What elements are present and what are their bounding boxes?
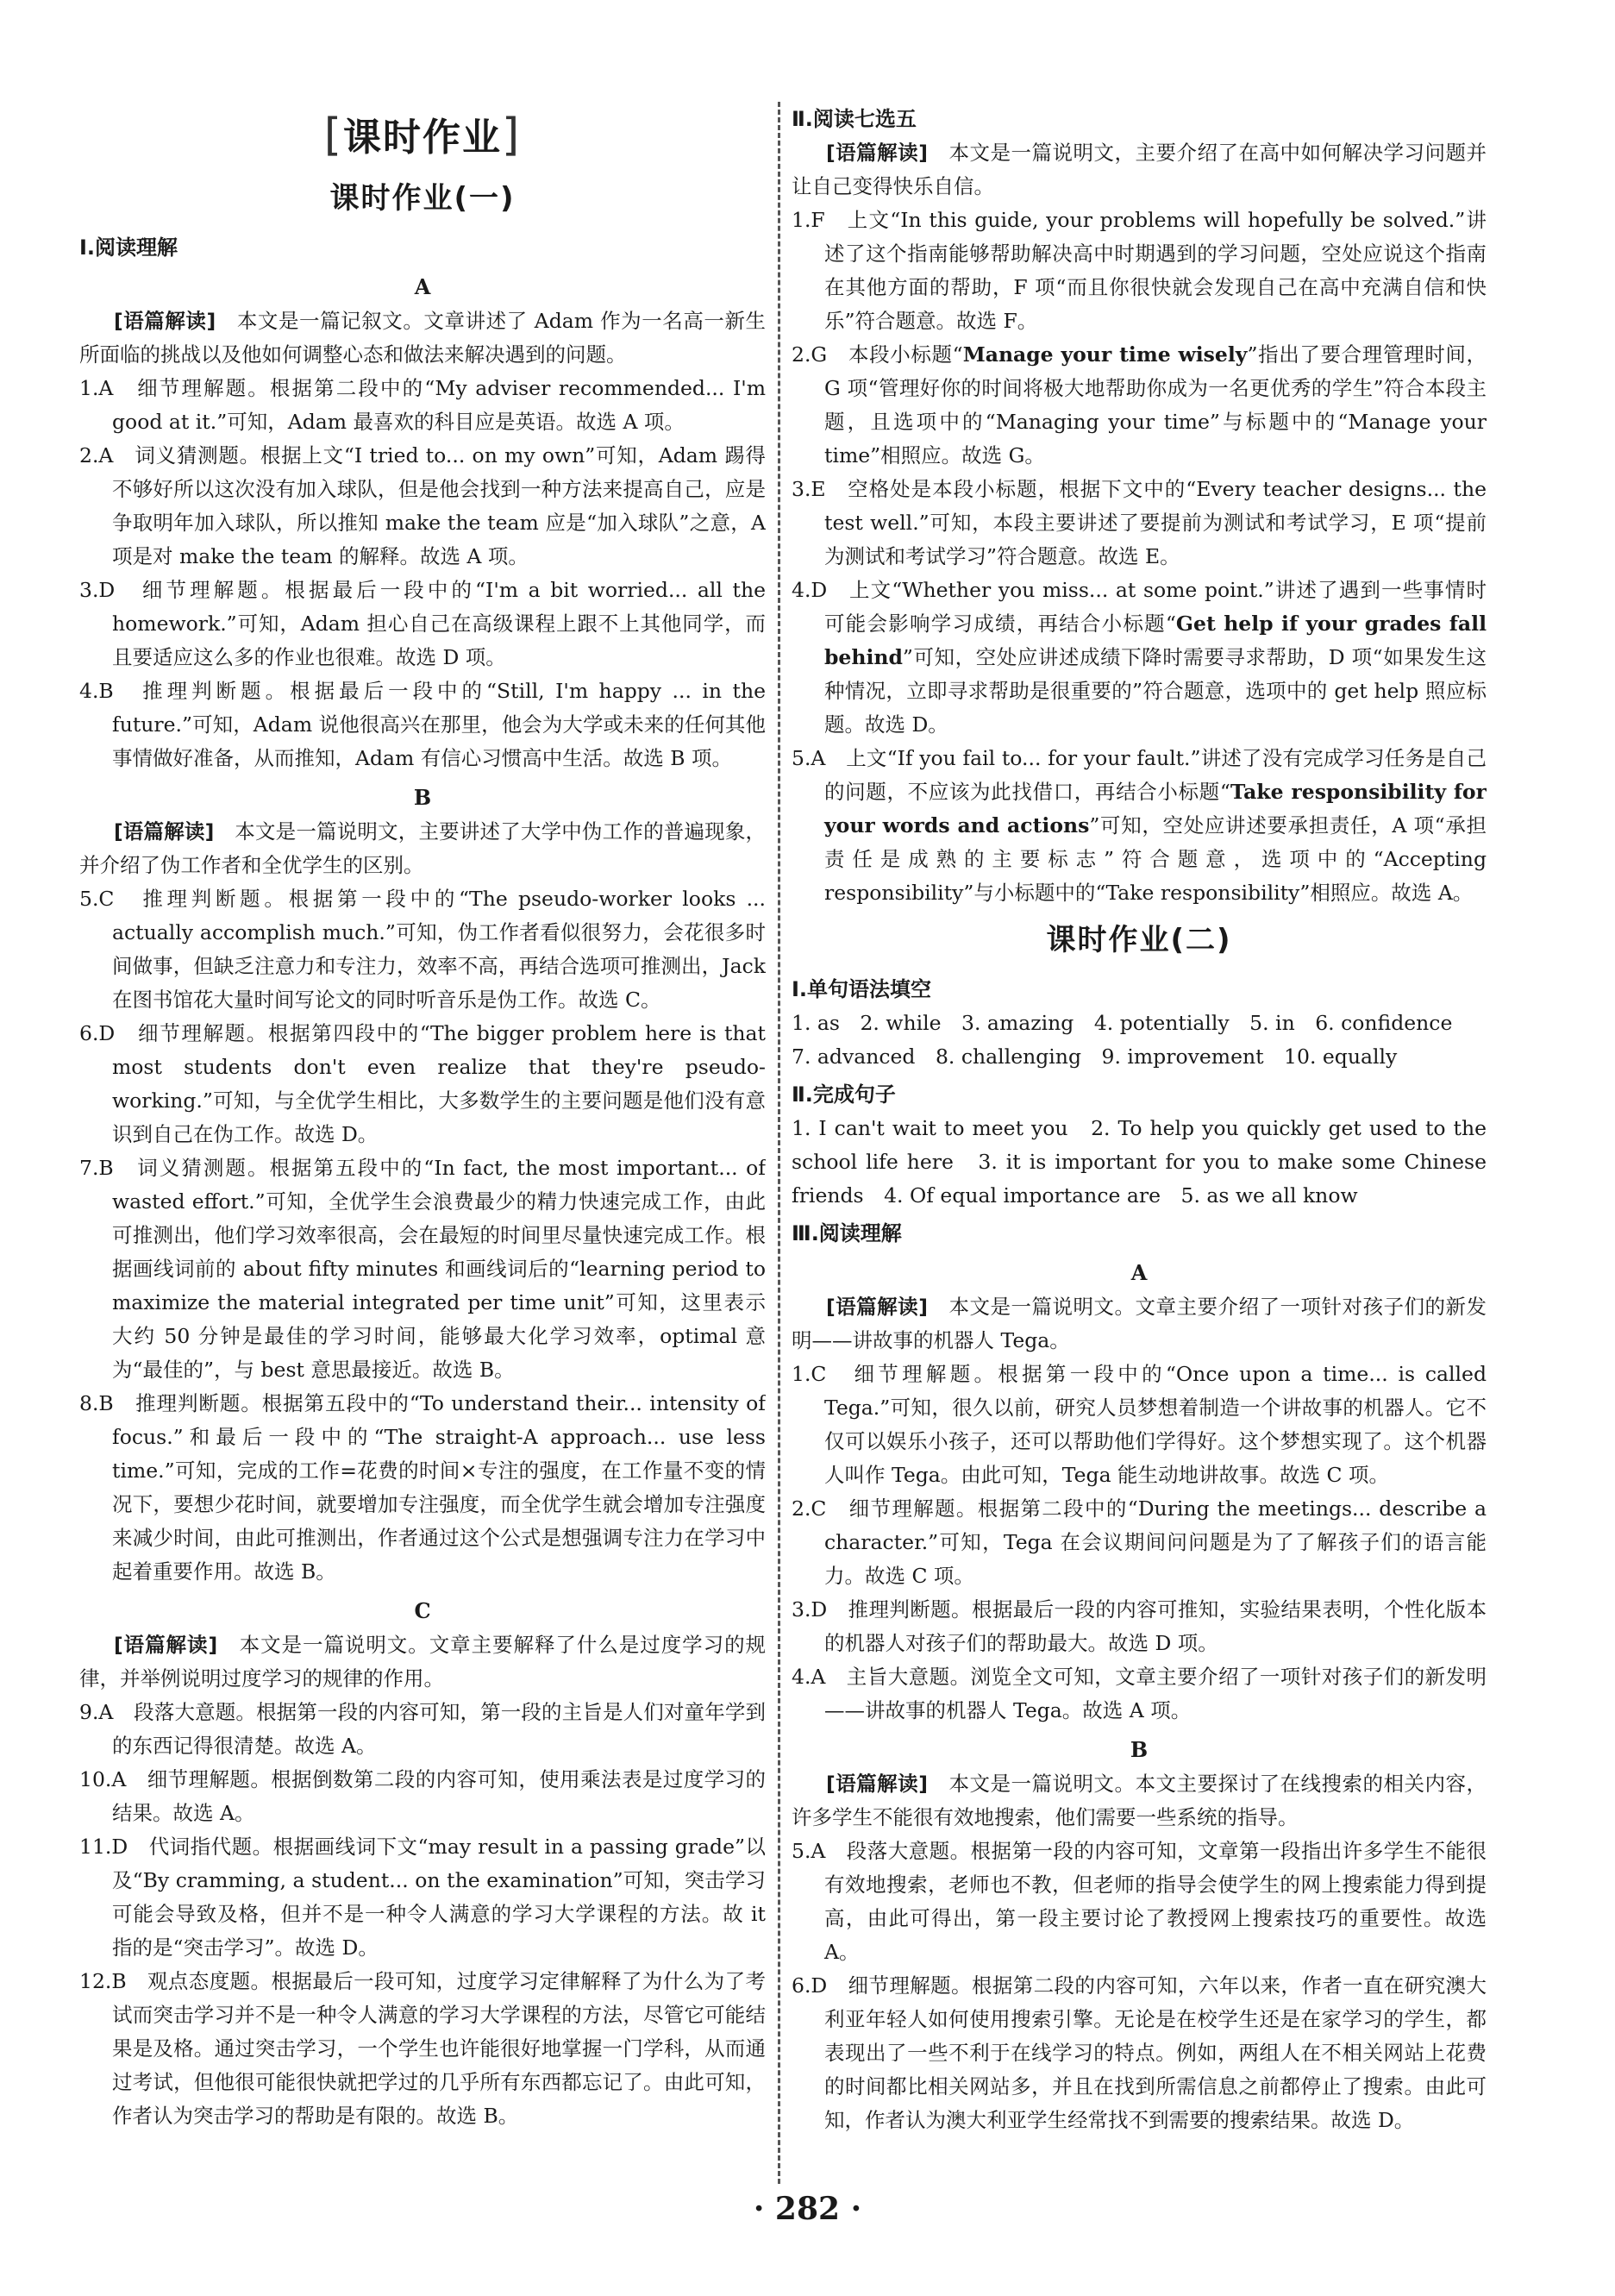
answer-item: 6.D 细节理解题。根据第二段的内容可知，六年以来，作者一直在研究澳大利亚年轻人如何使用搜索引擎。无论是在校学生还是在家学习的学生，都表现出了一些不利于在线学习的特点。例如，两组人在不相关网站上花费的时间都比相关网站多，并且在找到所需信息之前都停止了搜索。由此可知，作者认为澳大利亚学生经常找不到需要的搜索结果。故选 D。 [792, 1973, 1487, 2132]
answer-item: 4.B 推理判断题。根据最后一段中的“Still, I'm happy ... in the future.”可知，Adam 说他很高兴在那里，他会为大学或未来的任何其他事情做好准备，从而推知，Adam 有信心习惯高中生活。故选 B 项。 [79, 679, 766, 770]
right-column [792, 102, 1487, 2184]
answer-item: 1.F 上文“In this guide, your problems will hopefully be solved.”讲述了这个指南能够帮助解决高中时期遇到的学习问题，空处应说这个指南在其他方面的帮助，F 项“而且你很快就会发现自己在高中充满自信和快乐”符合题意。故选 F。 [792, 208, 1487, 333]
lesson2-passage-a-heading: A [1130, 1260, 1148, 1285]
lesson1-title: 课时作业(一) [329, 181, 516, 216]
lesson1-section-reading: Ⅰ.阅读理解 [79, 235, 178, 260]
left-column [79, 102, 766, 2184]
grammar-answers-line1: 1. as 2. while 3. amazing 4. potentially 5. in 6. confidence [792, 1011, 1453, 1035]
passage-c-intro: [语篇解读] 本文是一篇说明文。文章主要解释了什么是过度学习的规律，并举例说明过度学习的规律的作用。 [79, 1633, 766, 1691]
answer-item: 5.A 段落大意题。根据第一段的内容可知，文章第一段指出许多学生不能很有效地搜索，老师也不教，但老师的指导会使学生的网上搜索能力得到提高，由此可得出，第一段主要讨论了教授网上搜索技巧的重要性。故选 A。 [792, 1839, 1487, 1964]
answer-item: 5.C 推理判断题。根据第一段中的“The pseudo-worker looks ... actually accomplish much.”可知，伪工作者看似很努力，会花很多时间做事，但缺乏注意力和专注力，效率不高，再结合选项可推测出，Jack 在图书馆花大量时间写论文的同时听音乐是伪工作。故选 C。 [79, 887, 766, 1012]
answer-item: 8.B 推理判断题。根据第五段中的“To understand their... intensity of focus.”和最后一段中的“The straight-A approach... use less time.”可知，完成的工作=花费的时间×专注的强度，在工作量不变的情况下，要想少花时间，就要增加专注强度，而全优学生就会增加专注强度来减少时间，由此可推测出，作者通过这个公式是想强调专注力在学习中起着重要作用。故选 B。 [79, 1391, 766, 1584]
answer-item: 2.G 本段小标题“Manage your time wisely”指出了要合理管理时间，G 项“管理好你的时间将极大地帮助你成为一名更优秀的学生”符合本段主题，且选项中的“Managing your time”与标题中的“Manage your time”相照应。故选 G。 [792, 342, 1487, 467]
answer-item: 3.E 空格处是本段小标题，根据下文中的“Every teacher designs... the test well.”可知，本段主要讲述了要提前为测试和考试学习，E 项“提前为测试和考试学习”符合题意。故选 E。 [792, 477, 1487, 568]
answer-item: 4.D 上文“Whether you miss... at some point.”讲述了遇到一些事情时可能会影响学习成绩，再结合小标题“Get help if your grades fall behind”可知，空处应讲述成绩下降时需要寻求帮助，D 项“如果发生这种情况，立即寻求帮助是很重要的”符合题意，选项中的 get help 照应标题。故选 D。 [792, 578, 1487, 737]
answer-item: 2.A 词义猜测题。根据上文“I tried to... on my own”可知，Adam 踢得不够好所以这次没有加入球队，但是他会找到一种方法来提高自己，应是争取明年加入球队，所以推知 make the team 应是“加入球队”之意，A 项是对 make the team 的解释。故选 A 项。 [79, 443, 766, 568]
main-title: [课时作业] [323, 110, 522, 161]
answer-item: 3.D 推理判断题。根据最后一段的内容可推知，实验结果表明，个性化版本的机器人对孩子们的帮助最大。故选 D 项。 [792, 1597, 1487, 1655]
answer-item: 2.C 细节理解题。根据第二段中的“During the meetings... describe a character.”可知，Tega 在会议期间问问题是为了了解孩子们的语言能力。故选 C 项。 [792, 1496, 1487, 1588]
lesson1-section-seven-choose-five: Ⅱ.阅读七选五 [792, 107, 917, 131]
sentence-answers: 1. I can't wait to meet you 2. To help you quickly get used to the school life here 3. it is important for you to make some Chinese friends 4. Of equal importance are 5. as we all know [792, 1116, 1487, 1208]
column-divider [778, 102, 780, 2184]
lesson2-passage-b-intro: [语篇解读] 本文是一篇说明文。本文主要探讨了在线搜索的相关内容，许多学生不能很有效地搜索，他们需要一些系统的指导。 [792, 1772, 1487, 1829]
passage-c-heading: C [414, 1598, 431, 1623]
passage-b-intro: [语篇解读] 本文是一篇说明文，主要讲述了大学中伪工作的普遍现象，并介绍了伪工作者和全优学生的区别。 [79, 819, 766, 877]
grammar-answers-line2: 7. advanced 8. challenging 9. improvement 10. equally [792, 1044, 1398, 1069]
lesson2-passage-a-intro: [语篇解读] 本文是一篇说明文。文章主要介绍了一项针对孩子们的新发明——讲故事的机器人 Tega。 [792, 1295, 1487, 1352]
passage-a-intro: [语篇解读] 本文是一篇记叙文。文章讲述了 Adam 作为一名高一新生所面临的挑战以及他如何调整心态和做法来解决遇到的问题。 [79, 309, 766, 367]
passage-b-heading: B [413, 785, 432, 810]
answer-item: 7.B 词义猜测题。根据第五段中的“In fact, the most important... of wasted effort.”可知，全优学生会浪费最少的精力快速完成工作，由此可推测出，他们学习效率很高，会在最短的时间里尽量快速完成工作。根据画线词前的 about fifty minutes 和画线词后的“learning period to maximize the material integrated per time unit”可知，这里表示大约 50 分钟是最佳的学习时间，能够最大化学习效率，optimal 意为“最佳的”，与 best 意思最接近。故选 B。 [79, 1156, 766, 1382]
passage-a-heading: A [414, 274, 431, 299]
answer-item: 1.C 细节理解题。根据第一段中的“Once upon a time... is called Tega.”可知，很久以前，研究人员梦想着制造一个讲故事的机器人。它不仅可以娱乐小孩子，还可以帮助他们学得好。这个梦想实现了。这个机器人叫作 Tega。由此可知，Tega 能生动地讲故事。故选 C 项。 [792, 1362, 1487, 1487]
lesson2-passage-b-heading: B [1130, 1737, 1149, 1762]
answer-item: 3.D 细节理解题。根据最后一段中的“I'm a bit worried... all the homework.”可知，Adam 担心自己在高级课程上跟不上其他同学，而且要适应这么多的作业也很难。故选 D 项。 [79, 578, 766, 669]
answer-item: 10.A 细节理解题。根据倒数第二段的内容可知，使用乘法表是过度学习的结果。故选 A。 [79, 1767, 766, 1825]
lesson2-title: 课时作业(二) [1046, 923, 1232, 957]
lesson2-section-grammar: Ⅰ.单句语法填空 [792, 977, 932, 1001]
answer-item: 5.A 上文“If you fail to... for your fault.”讲述了没有完成学习任务是自己的问题，不应该为此找借口，再结合小标题“Take responsibility for your words and actions”可知，空处应讲述要承担责任，A 项“承担责任是成熟的主要标志”符合题意，选项中的“Accepting responsibility”与小标题中的“Take responsibility”相照应。故选 A。 [792, 746, 1487, 905]
page-number: · 282 · [753, 2191, 862, 2227]
answer-item: 4.A 主旨大意题。浏览全文可知，文章主要介绍了一项针对孩子们的新发明——讲故事的机器人 Tega。故选 A 项。 [792, 1665, 1487, 1722]
answer-item: 12.B 观点态度题。根据最后一段可知，过度学习定律解释了为什么为了考试而突击学习并不是一种令人满意的学习大学课程的方法，尽管它可能结果是及格。通过突击学习，一个学生也许能很好地掌握一门学科，从而通过考试，但他很可能很快就把学过的几乎所有东西都忘记了。由此可知，作者认为突击学习的帮助是有限的。故选 B。 [79, 1969, 766, 2128]
answer-item: 1.A 细节理解题。根据第二段中的“My adviser recommended... I'm good at it.”可知，Adam 最喜欢的科目应是英语。故选 A 项。 [79, 376, 766, 434]
answer-item: 11.D 代词指代题。根据画线词下文“may result in a passing grade”以及“By cramming, a student... on the examination”可知，突击学习可能会导致及格，但并不是一种令人满意的学习大学课程的方法。故 it 指的是“突击学习”。故选 D。 [79, 1835, 766, 1960]
lesson2-section-reading: Ⅲ.阅读理解 [792, 1221, 902, 1245]
passage-d-intro: [语篇解读] 本文是一篇说明文，主要介绍了在高中如何解决学习问题并让自己变得快乐自信。 [792, 141, 1487, 198]
lesson2-section-sentences: Ⅱ.完成句子 [792, 1082, 896, 1107]
answer-item: 6.D 细节理解题。根据第四段中的“The bigger problem here is that most students don't even realize that they're pseudo-working.”可知，与全优学生相比，大多数学生的主要问题是他们没有意识到自己在伪工作。故选 D。 [79, 1021, 766, 1146]
answer-item: 9.A 段落大意题。根据第一段的内容可知，第一段的主旨是人们对童年学到的东西记得很清楚。故选 A。 [79, 1700, 766, 1758]
